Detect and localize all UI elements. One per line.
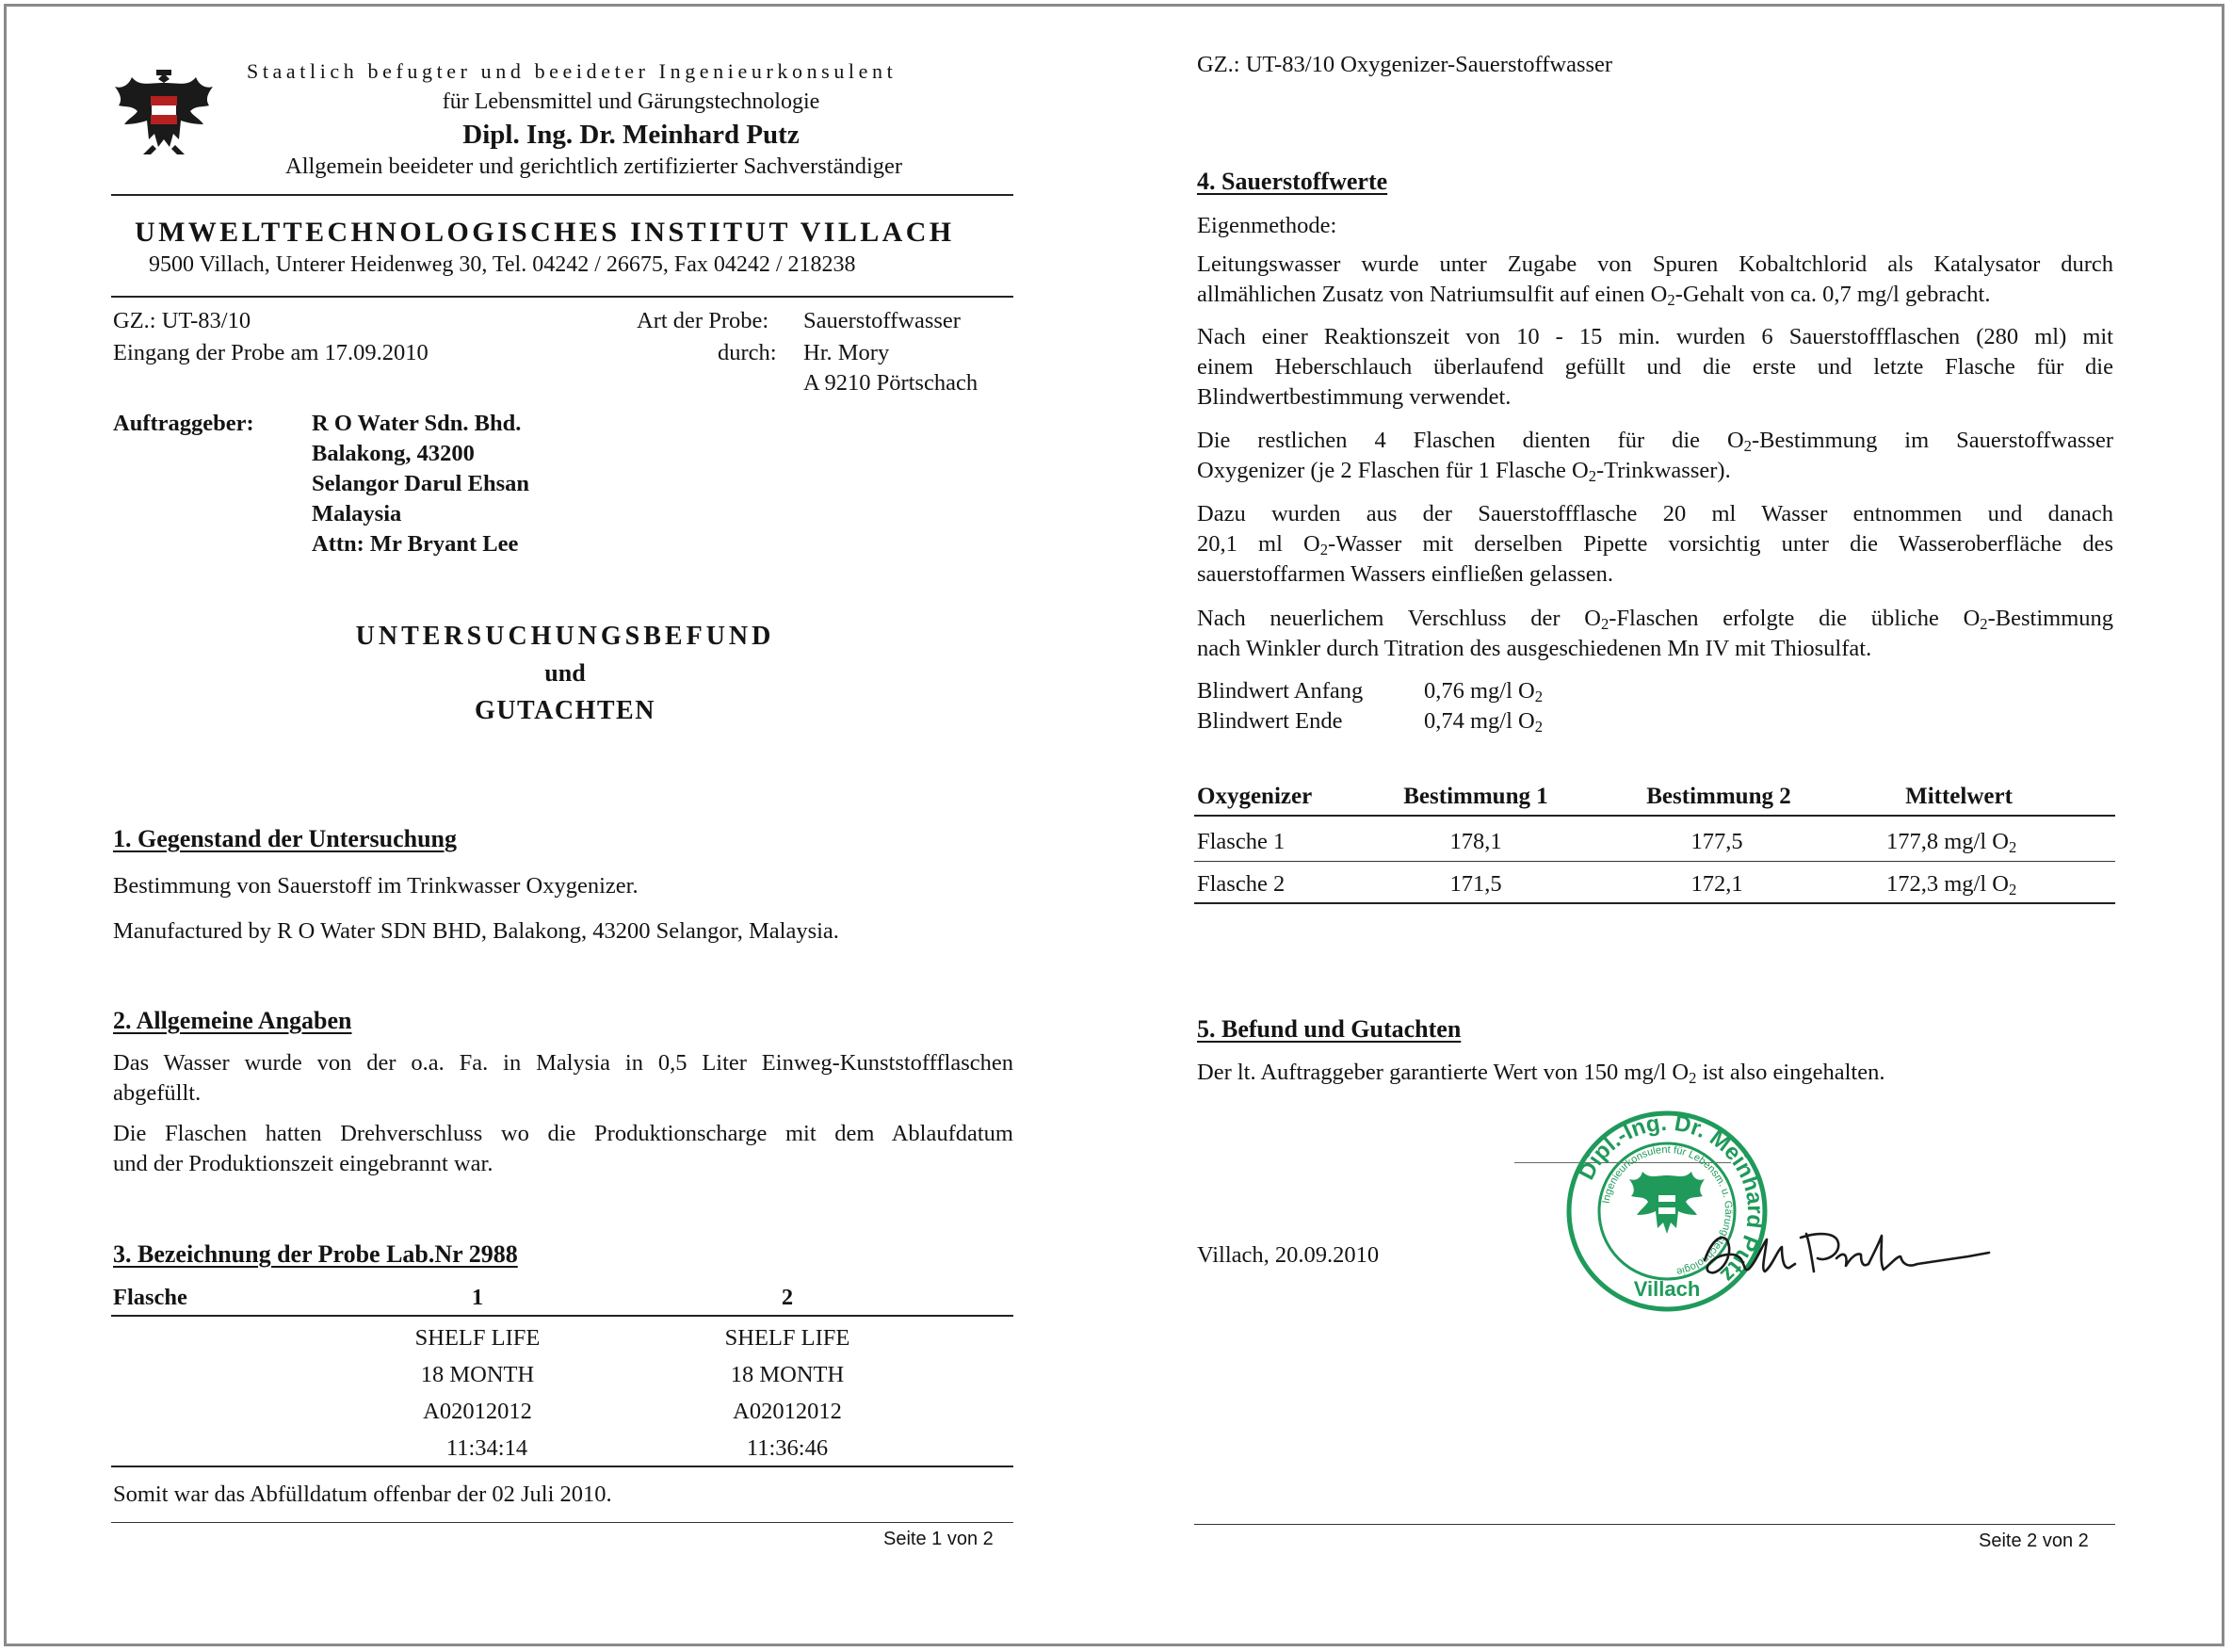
table-header-2: 2: [781, 1285, 794, 1310]
blindwert-ende-value: [1424, 708, 1543, 735]
paragraph-line: nach Winkler durch Titration des ausgeschiedenen Mn IV mit Thiosulfat.: [1197, 636, 1872, 661]
value-text: 0,74 mg/l O: [1424, 708, 1535, 734]
durch-value: Hr. Mory: [803, 340, 890, 365]
o2-table-cell: 177,5: [1690, 829, 1743, 854]
paragraph-line: Die Flaschen hatten Drehverschluss wo die Produktionscharge mit dem Ablaufdatum: [113, 1121, 1013, 1146]
institute-name: UMWELTTECHNOLOGISCHES INSTITUT VILLACH: [135, 217, 955, 248]
o2-table-header: Oxygenizer: [1197, 784, 1313, 809]
o2-table-header: Bestimmung 2: [1646, 784, 1791, 809]
o2-table-cell: 178,1: [1449, 829, 1502, 854]
value-text: 177,8 mg/l O: [1886, 829, 2009, 854]
subscript: 2: [1534, 718, 1544, 737]
table-header-1: 1: [471, 1285, 484, 1310]
table-cell: SHELF LIFE: [724, 1325, 850, 1351]
table-cell: 11:36:46: [746, 1435, 829, 1461]
o2-table-header: Bestimmung 1: [1403, 784, 1548, 809]
client-label: Auftraggeber:: [113, 411, 254, 436]
subscript: 2: [1667, 291, 1675, 310]
table-cell: A02012012: [423, 1399, 532, 1424]
section-2-paragraph-1: [113, 1048, 1013, 1109]
subscript: 2: [1600, 615, 1609, 634]
page-number: Seite 2 von 2: [1979, 1531, 2089, 1551]
paragraph-text: Die restlichen 4 Flaschen dienten für die O: [1197, 428, 1744, 453]
table-cell: 11:34:14: [445, 1435, 528, 1461]
client-line: Malaysia: [312, 501, 402, 526]
section-4-paragraph-4: [1197, 499, 2113, 590]
header-line-2: für Lebensmittel und Gärungstechnologie: [442, 89, 820, 114]
institute-address: 9500 Villach, Unterer Heidenweg 30, Tel. 04242 / 26675, Fax 04242 / 218238: [149, 252, 856, 277]
table-cell: A02012012: [733, 1399, 842, 1424]
paragraph-line: sauerstoffarmen Wassers einfließen gelassen.: [1197, 561, 1614, 587]
subscript: 2: [1319, 541, 1329, 559]
fill-date-text: Somit war das Abfülldatum offenbar der 02 Juli 2010.: [113, 1482, 612, 1507]
section-3-heading: 3. Bezeichnung der Probe Lab.Nr 2988: [113, 1240, 518, 1268]
place-date: Villach, 20.09.2010: [1197, 1242, 1380, 1268]
blindwert-ende-label: Blindwert Ende: [1197, 708, 1343, 734]
stamp-eagle-icon: [1629, 1172, 1705, 1234]
subscript: 2: [1534, 688, 1544, 706]
paragraph-line: Nach einer Reaktionszeit von 10 - 15 min. wurden 6 Sauerstoffflaschen (280 ml) mit: [1197, 324, 2113, 349]
page-2-gz: GZ.: UT-83/10 Oxygenizer-Sauerstoffwasser: [1197, 52, 1613, 77]
value-text: 172,3 mg/l O: [1886, 871, 2009, 897]
subscript: 2: [1588, 467, 1597, 486]
client-line: R O Water Sdn. Bhd.: [312, 411, 522, 436]
o2-table-header-divider: [1194, 815, 2115, 817]
section-1-text: Manufactured by R O Water SDN BHD, Balakong, 43200 Selangor, Malaysia.: [113, 918, 839, 944]
paragraph-text: -Gehalt von ca. 0,7 mg/l gebracht.: [1674, 282, 1991, 307]
section-1-heading: 1. Gegenstand der Untersuchung: [113, 825, 458, 852]
stamp-bottom-text: Villach: [1633, 1277, 1701, 1301]
client-line: Selangor Darul Ehsan: [312, 471, 529, 496]
section-1-text: Bestimmung von Sauerstoff im Trinkwasser Oxygenizer.: [113, 873, 639, 899]
durch-label: durch:: [718, 340, 777, 365]
header-line-4: Allgemein beeideter und gerichtlich zertifizierter Sachverständiger: [285, 154, 903, 179]
institute-divider: [111, 296, 1013, 298]
art-label: Art der Probe:: [637, 308, 769, 333]
report-title-2: und: [544, 659, 586, 687]
header-divider: [111, 194, 1013, 196]
paragraph-text: Nach neuerlichem Verschluss der O: [1197, 606, 1601, 631]
stamp-inner-text: Ingenieurkonsulent für Lebensm. u. Gärungstechnologie: [1600, 1143, 1735, 1278]
section-4-paragraph-2: [1197, 322, 2113, 413]
report-title-3: GUTACHTEN: [475, 696, 655, 725]
o2-table-row-divider: [1194, 861, 2115, 862]
o2-table-cell: 172,1: [1690, 871, 1743, 897]
coat-of-arms-icon: [111, 66, 217, 160]
table-cell: 18 MONTH: [730, 1362, 845, 1387]
subscript: 2: [1980, 615, 1988, 634]
paragraph-text: -Bestimmung im Sauerstoffwasser: [1752, 428, 2113, 453]
page-number: Seite 1 von 2: [883, 1529, 994, 1549]
art-value: Sauerstoffwasser: [803, 308, 961, 333]
signature: [1695, 1215, 1997, 1290]
blindwert-anfang-value: [1424, 678, 1543, 705]
method-label: Eigenmethode:: [1197, 213, 1337, 238]
paragraph-line: Blindwertbestimmung verwendet.: [1197, 384, 1512, 410]
table-cell: 18 MONTH: [420, 1362, 535, 1387]
o2-table-cell: [1886, 871, 2016, 898]
paragraph-line: Das Wasser wurde von der o.a. Fa. in Malysia in 0,5 Liter Einweg-Kunststoffflaschen: [113, 1050, 1013, 1076]
o2-table-bottom-divider: [1194, 902, 2115, 904]
paragraph-line: und der Produktionszeit eingebrannt war.: [113, 1151, 493, 1176]
paragraph-text: -Wasser mit derselben Pipette vorsichtig unter die Wasseroberfläche des: [1328, 531, 2114, 557]
section-4-paragraph-1: [1197, 250, 2113, 310]
section-5-heading: 5. Befund und Gutachten: [1197, 1015, 1462, 1043]
report-title-1: UNTERSUCHUNGSBEFUND: [355, 622, 775, 651]
paragraph-text: ist also eingehalten.: [1696, 1060, 1885, 1085]
section-4-paragraph-5: [1197, 604, 2113, 664]
paragraph-text: Der lt. Auftraggeber garantierte Wert von 150 mg/l O: [1197, 1060, 1690, 1085]
subscript: 2: [1743, 437, 1752, 456]
section-4-heading: 4. Sauerstoffwerte: [1197, 168, 1388, 195]
o2-table-cell: Flasche 2: [1197, 871, 1286, 897]
value-text: 0,76 mg/l O: [1424, 678, 1535, 704]
client-line: Balakong, 43200: [312, 441, 475, 466]
subscript: 2: [2009, 881, 2017, 899]
paragraph-text: allmählichen Zusatz von Natriumsulfit auf einen O: [1197, 282, 1668, 307]
table-bottom-divider: [111, 1466, 1013, 1467]
section-2-heading: 2. Allgemeine Angaben: [113, 1007, 352, 1034]
subscript: 2: [2009, 838, 2017, 857]
table-cell: SHELF LIFE: [414, 1325, 541, 1351]
paragraph-line: Dazu wurden aus der Sauerstoffflasche 20 ml Wasser entnommen und danach: [1197, 501, 2113, 526]
footer-divider: [1194, 1524, 2115, 1525]
eingang-label: Eingang der Probe am 17.09.2010: [113, 340, 429, 365]
blindwert-anfang-label: Blindwert Anfang: [1197, 678, 1364, 704]
stamp-outer-text: Dipl.-Ing. Dr. Meinhard Putz: [1573, 1109, 1769, 1288]
paragraph-line: einem Heberschlauch überlaufend gefüllt und die erste und letzte Flasche für die: [1197, 354, 2113, 380]
table-header-divider: [111, 1315, 1013, 1317]
header-name: Dipl. Ing. Dr. Meinhard Putz: [462, 120, 800, 150]
subscript: 2: [1689, 1069, 1697, 1088]
durch-value-2: A 9210 Pörtschach: [803, 370, 979, 396]
paragraph-text: -Bestimmung: [1987, 606, 2113, 631]
paragraph-text: -Flaschen erfolgte die übliche O: [1609, 606, 1981, 631]
paragraph-line: Leitungswasser wurde unter Zugabe von Spuren Kobaltchlorid als Katalysator durch: [1197, 251, 2113, 277]
o2-table-header: Mittelwert: [1905, 784, 2013, 809]
gz-label: GZ.: UT-83/10: [113, 308, 251, 333]
table-header-flasche: Flasche: [113, 1285, 187, 1310]
o2-table-cell: 171,5: [1449, 871, 1502, 897]
section-5-text: [1197, 1060, 1885, 1086]
paragraph-line: abgefüllt.: [113, 1080, 202, 1106]
o2-table-cell: Flasche 1: [1197, 829, 1286, 854]
section-2-paragraph-2: [113, 1119, 1013, 1179]
header-line-1: Staatlich befugter und beeideter Ingenieurkonsulent: [247, 59, 898, 83]
paragraph-text: Oxygenizer (je 2 Flaschen für 1 Flasche O: [1197, 458, 1589, 483]
section-4-paragraph-3: [1197, 426, 2113, 486]
paragraph-text: 20,1 ml O: [1197, 531, 1320, 557]
footer-divider: [111, 1522, 1013, 1523]
o2-table-cell: [1886, 829, 2016, 855]
paragraph-text: -Trinkwasser).: [1596, 458, 1731, 483]
client-line: Attn: Mr Bryant Lee: [312, 531, 519, 557]
